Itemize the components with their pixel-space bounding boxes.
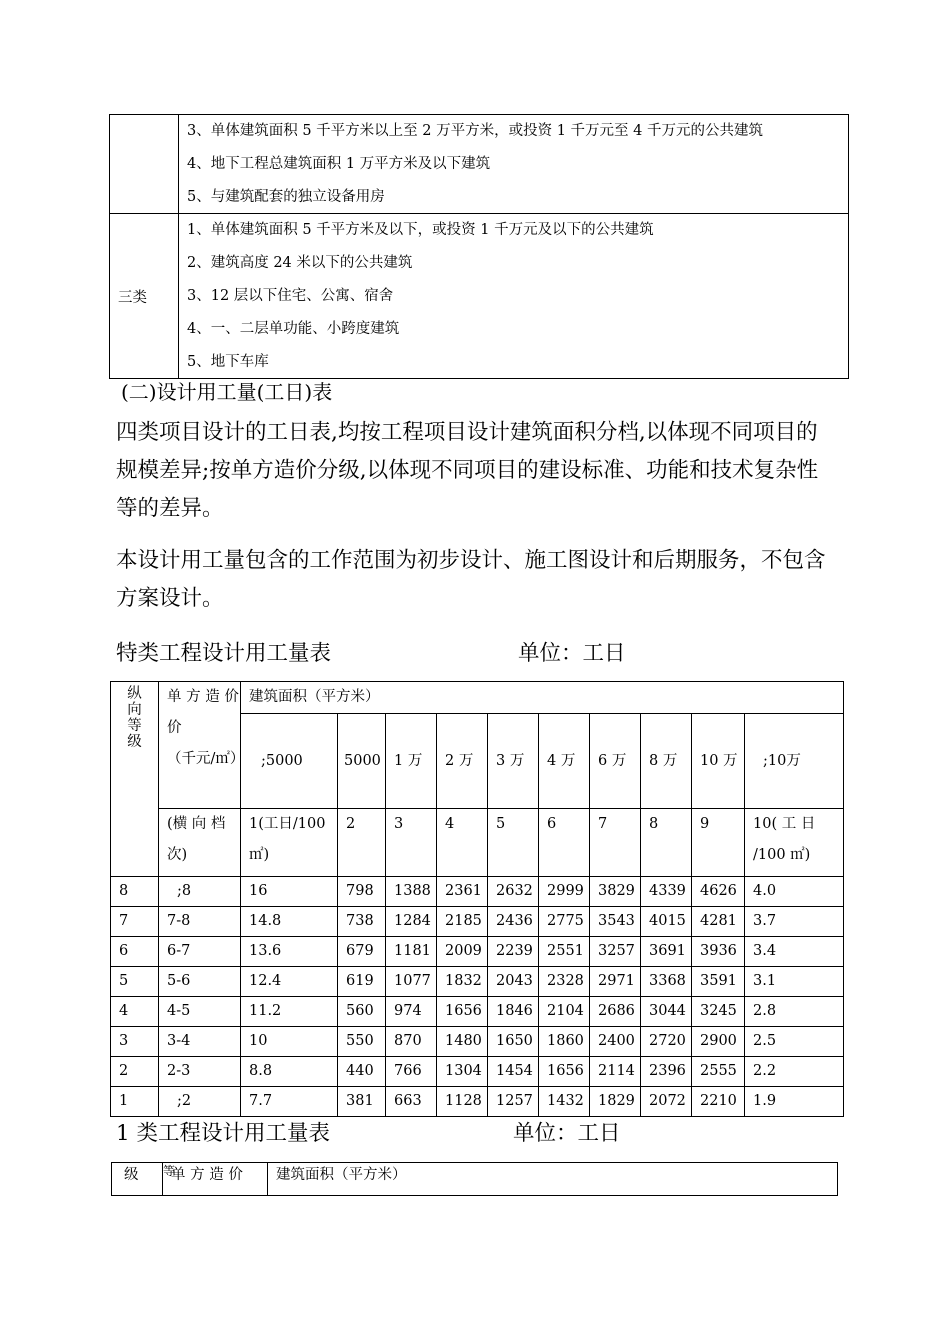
table-cell: 1656 <box>437 997 488 1027</box>
level-col: 1(工日/100㎡) <box>241 809 338 877</box>
table-cell: ;8 <box>159 877 241 907</box>
table-cell: 2.8 <box>745 997 844 1027</box>
paragraph: 本设计用工量包含的工作范围为初步设计、施工图设计和后期服务，不包含方案设计。 <box>116 548 826 611</box>
vertical-grade-label: 纵向等级 <box>127 686 142 750</box>
table-cell: 3936 <box>692 937 745 967</box>
table-cell: 1.9 <box>745 1087 844 1117</box>
table-cell: 4015 <box>641 907 692 937</box>
table-cell: 4-5 <box>159 997 241 1027</box>
table-cell: 2114 <box>590 1057 641 1087</box>
table-cell: 1 <box>111 1087 159 1117</box>
table-cell: 1650 <box>488 1027 539 1057</box>
table-cell: 2.5 <box>745 1027 844 1057</box>
table-cell: 870 <box>386 1027 437 1057</box>
header-row <box>111 682 844 714</box>
area-col: 6 万 <box>590 714 641 809</box>
unit-cost-header <box>159 682 245 809</box>
category-lines <box>179 115 849 214</box>
table-cell: 2 <box>111 1057 159 1087</box>
table-cell: 1480 <box>437 1027 488 1057</box>
table-cell: 4281 <box>692 907 745 937</box>
table-cell: 1432 <box>539 1087 590 1117</box>
area-header: 建筑面积（平方米） <box>268 1163 838 1196</box>
table-cell: 2632 <box>488 877 539 907</box>
table-cell: 2400 <box>590 1027 641 1057</box>
table-cell: 10 <box>241 1027 338 1057</box>
area-col: ;10万 <box>745 714 844 809</box>
table-cell: 14.8 <box>241 907 338 937</box>
table-cell: 1860 <box>539 1027 590 1057</box>
table-cell: 3257 <box>590 937 641 967</box>
table-cell: 3691 <box>641 937 692 967</box>
table-cell: 7.7 <box>241 1087 338 1117</box>
level-col: 9 <box>692 809 745 877</box>
area-col: 10 万 <box>692 714 745 809</box>
table-cell: 2239 <box>488 937 539 967</box>
unit-cost-header <box>163 1163 268 1196</box>
level-col: 4 <box>437 809 488 877</box>
table-cell: 2210 <box>692 1087 745 1117</box>
table-row <box>111 937 844 967</box>
table-cell: 2999 <box>539 877 590 907</box>
level-col: 6 <box>539 809 590 877</box>
table-cell: 4 <box>111 997 159 1027</box>
table-cell: 440 <box>338 1057 386 1087</box>
area-header: 建筑面积（平方米） <box>241 682 844 714</box>
table-cell: 381 <box>338 1087 386 1117</box>
table-cell: 2104 <box>539 997 590 1027</box>
category-line: 4、一、二层单功能、小跨度建筑 <box>187 320 400 337</box>
category-line: 5、与建筑配套的独立设备用房 <box>187 188 385 205</box>
table-cell: 13.6 <box>241 937 338 967</box>
area-col: 2 万 <box>437 714 488 809</box>
level-col: 3 <box>386 809 437 877</box>
category-line: 2、建筑高度 24 米以下的公共建筑 <box>187 255 413 272</box>
table-cell: 3543 <box>590 907 641 937</box>
paragraph: 四类项目设计的工日表,均按工程项目设计建筑面积分档,以体现不同项目的规模差异;按单方造价分级,以体现不同项目的建设标准、功能和技术复杂性等的差异。 <box>116 420 819 521</box>
table-cell: 4626 <box>692 877 745 907</box>
table-cell: 1656 <box>539 1057 590 1087</box>
table-cell: 2775 <box>539 907 590 937</box>
table-cell: 2555 <box>692 1057 745 1087</box>
table-cell: 3044 <box>641 997 692 1027</box>
level-col: 5 <box>488 809 539 877</box>
table-unit: 单位：工日 <box>518 641 626 666</box>
category-line: 3、12 层以下住宅、公寓、宿舍 <box>187 287 394 304</box>
category-line: 4、地下工程总建筑面积 1 万平方米及以下建筑 <box>187 155 491 172</box>
table-title: 特类工程设计用工量表 <box>116 641 332 666</box>
table-cell: 2396 <box>641 1057 692 1087</box>
level-columns-row <box>111 809 844 877</box>
table-row <box>111 1027 844 1057</box>
table-cell: 5 <box>111 967 159 997</box>
table-cell: 2-3 <box>159 1057 241 1087</box>
grade-header-label: 级 <box>124 1167 139 1183</box>
level-col: 7 <box>590 809 641 877</box>
horizontal-grade-header: (横 向 档 次) <box>159 809 241 877</box>
category-row <box>110 214 849 379</box>
level-col: 10( 工 日 /100 ㎡) <box>745 809 844 877</box>
grade-header-suffix: 等 <box>163 1164 176 1178</box>
table-cell: 2551 <box>539 937 590 967</box>
table-cell: 3.4 <box>745 937 844 967</box>
table-cell: 2185 <box>437 907 488 937</box>
table-cell: 2361 <box>437 877 488 907</box>
table-cell: 738 <box>338 907 386 937</box>
table-cell: 1077 <box>386 967 437 997</box>
table-cell: 1257 <box>488 1087 539 1117</box>
table-cell: 679 <box>338 937 386 967</box>
table-cell: 2720 <box>641 1027 692 1057</box>
table-cell: 560 <box>338 997 386 1027</box>
table-cell: 1128 <box>437 1087 488 1117</box>
table-cell: 4339 <box>641 877 692 907</box>
category-table <box>109 114 849 379</box>
table-cell: 3591 <box>692 967 745 997</box>
category-row <box>110 115 849 214</box>
table-row <box>111 967 844 997</box>
table-cell: 619 <box>338 967 386 997</box>
table-row <box>111 877 844 907</box>
area-col: 1 万 <box>386 714 437 809</box>
table-cell: 8 <box>111 877 159 907</box>
table-cell: 1304 <box>437 1057 488 1087</box>
category-line: 1、单体建筑面积 5 千平方米及以下，或投资 1 千万元及以下的公共建筑 <box>187 222 654 239</box>
special-workload-table <box>110 681 844 1117</box>
table-cell: 3.1 <box>745 967 844 997</box>
table-cell: 2328 <box>539 967 590 997</box>
table-cell: 663 <box>386 1087 437 1117</box>
table-cell: 2072 <box>641 1087 692 1117</box>
table-cell: 2009 <box>437 937 488 967</box>
table-cell: 766 <box>386 1057 437 1087</box>
table-cell: 8.8 <box>241 1057 338 1087</box>
table-row <box>111 1057 844 1087</box>
area-col: ;5000 <box>241 714 338 809</box>
table-cell: 4.0 <box>745 877 844 907</box>
category-cell: 三类 <box>110 214 179 379</box>
table-cell: 1846 <box>488 997 539 1027</box>
table-cell: 16 <box>241 877 338 907</box>
table-title: 1 类工程设计用工量表 <box>116 1121 331 1146</box>
table-cell: ;2 <box>159 1087 241 1117</box>
table-cell: 1832 <box>437 967 488 997</box>
header-row <box>112 1163 838 1196</box>
area-col: 3 万 <box>488 714 539 809</box>
category-lines <box>179 214 849 379</box>
level-col: 2 <box>338 809 386 877</box>
table-cell: 1388 <box>386 877 437 907</box>
area-col: 5000 <box>338 714 386 809</box>
table-cell: 3245 <box>692 997 745 1027</box>
table-cell: 2971 <box>590 967 641 997</box>
category-line: 5、地下车库 <box>187 353 269 370</box>
category-line: 3、单体建筑面积 5 千平方米以上至 2 万平方米，或投资 1 千万元至 4 千万元的公共建筑 <box>187 123 763 139</box>
table-cell: 1284 <box>386 907 437 937</box>
table-cell: 6 <box>111 937 159 967</box>
table-cell: 5-6 <box>159 967 241 997</box>
table-cell: 3.7 <box>745 907 844 937</box>
table-cell: 12.4 <box>241 967 338 997</box>
table-cell: 974 <box>386 997 437 1027</box>
table-cell: 3368 <box>641 967 692 997</box>
unit-cost-label: 单 方 造 价 <box>167 689 239 705</box>
table-cell: 11.2 <box>241 997 338 1027</box>
table-cell: 2.2 <box>745 1057 844 1087</box>
table-cell: 798 <box>338 877 386 907</box>
table-row <box>111 997 844 1027</box>
vertical-grade-header <box>111 682 159 877</box>
table-cell: 6-7 <box>159 937 241 967</box>
area-col: 4 万 <box>539 714 590 809</box>
unit-cost-unit: 价 （千元/㎡） <box>167 720 245 767</box>
table-cell: 2043 <box>488 967 539 997</box>
table-cell: 1181 <box>386 937 437 967</box>
grade-header <box>112 1163 163 1196</box>
category-cell <box>110 115 179 214</box>
unit-cost-label: 单 方 造 价 <box>171 1167 243 1183</box>
class1-workload-table <box>111 1162 838 1196</box>
table-row <box>111 907 844 937</box>
table-cell: 550 <box>338 1027 386 1057</box>
level-col: 8 <box>641 809 692 877</box>
table-cell: 2436 <box>488 907 539 937</box>
table-unit: 单位：工日 <box>513 1121 621 1146</box>
table-row <box>111 1087 844 1117</box>
table-cell: 2686 <box>590 997 641 1027</box>
table-cell: 2900 <box>692 1027 745 1057</box>
table-cell: 7 <box>111 907 159 937</box>
table-cell: 1454 <box>488 1057 539 1087</box>
table-cell: 3829 <box>590 877 641 907</box>
table-cell: 7-8 <box>159 907 241 937</box>
section-heading: (二)设计用工量(工日)表 <box>121 380 333 404</box>
table-cell: 3 <box>111 1027 159 1057</box>
table-cell: 1829 <box>590 1087 641 1117</box>
area-col: 8 万 <box>641 714 692 809</box>
table-cell: 3-4 <box>159 1027 241 1057</box>
